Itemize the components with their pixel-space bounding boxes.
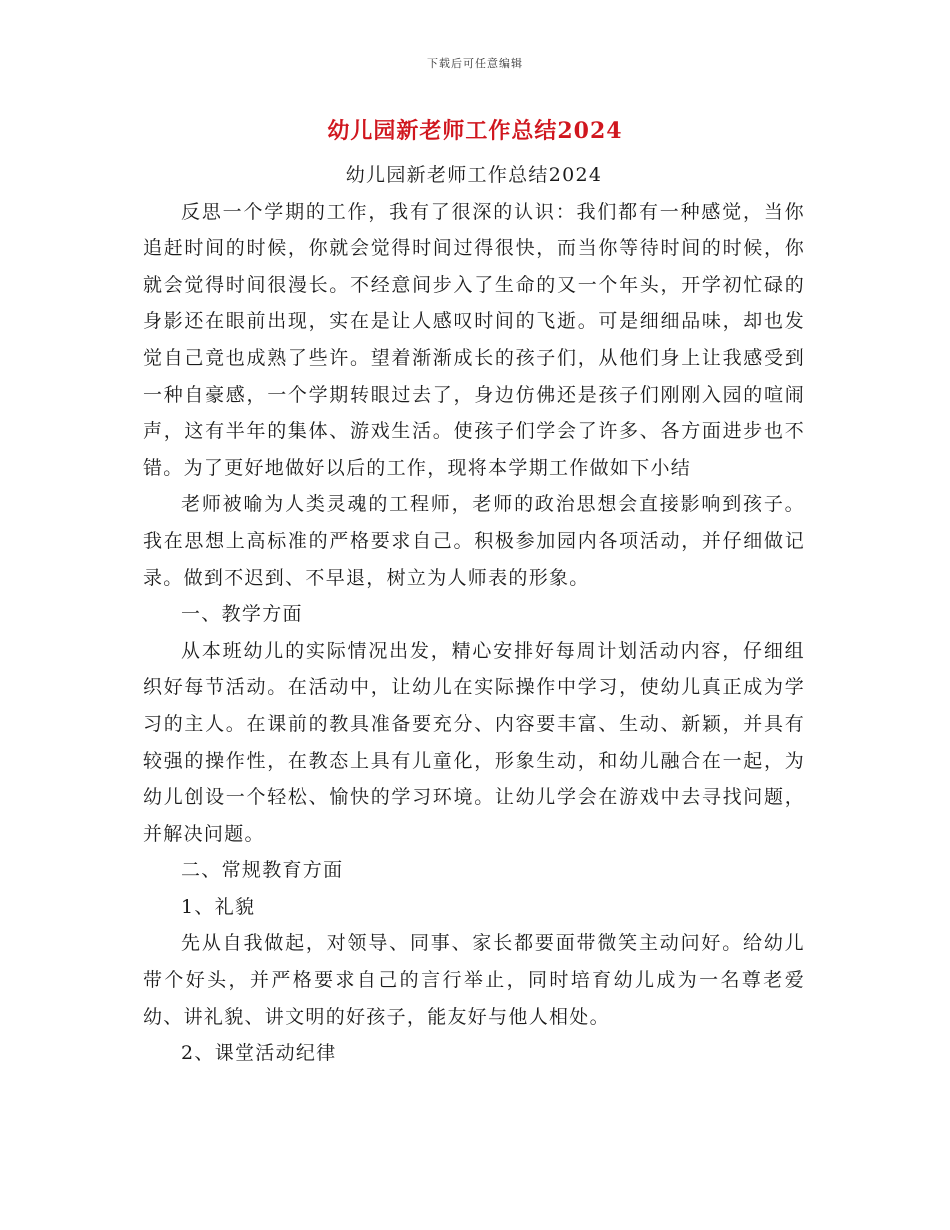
section-heading-routine-education: 二、常规教育方面 bbox=[181, 859, 344, 882]
document-title: 幼儿园新老师工作总结2024 bbox=[327, 118, 623, 144]
subheading-classroom-discipline: 2、课堂活动纪律 bbox=[181, 1042, 337, 1065]
document-body bbox=[143, 157, 805, 1072]
page-header-note: 下载后可任意编辑 bbox=[427, 57, 523, 70]
paragraph-reflection: 反思一个学期的工作，我有了很深的认识：我们都有一种感觉，当你追赶时间的时候，你就会觉得时间过得很快，而当你等待时间的时候，你就会觉得时间很漫长。不经意间步入了生命的又一个年头，开学初忙碌的身影还在眼前出现，实在是让人感叹时间的飞逝。可是细细品味，却也发觉自己竟也成熟了些许。望着渐渐成长的孩子们，从他们身上让我感受到一种自豪感，一个学期转眼过去了，身边仿佛还是孩子们刚刚入园的喧闹声，这有半年的集体、游戏生活。使孩子们学会了许多、各方面进步也不错。为了更好地做好以后的工作，现将本学期工作做如下小结 bbox=[143, 200, 805, 479]
paragraph-manners: 先从自我做起，对领导、同事、家长都要面带微笑主动问好。给幼儿带个好头，并严格要求自己的言行举止，同时培育幼儿成为一名尊老爱幼、讲礼貌、讲文明的好孩子，能友好与他人相处。 bbox=[143, 932, 805, 1028]
subheading-manners: 1、礼貌 bbox=[181, 895, 256, 918]
paragraph-teaching: 从本班幼儿的实际情况出发，精心安排好每周计划活动内容，仔细组织好每节活动。在活动中，让幼儿在实际操作中学习，使幼儿真正成为学习的主人。在课前的教具准备要充分、内容要丰富、生动、新颖，并具有较强的操作性，在教态上具有儿童化，形象生动，和幼儿融合在一起，为幼儿创设一个轻松、愉快的学习环境。让幼儿学会在游戏中去寻找问题，并解决问题。 bbox=[143, 639, 805, 845]
paragraph-political-thought: 老师被喻为人类灵魂的工程师，老师的政治思想会直接影响到孩子。我在思想上高标准的严格要求自己。积极参加园内各项活动，并仔细做记录。做到不迟到、不早退，树立为人师表的形象。 bbox=[143, 493, 805, 589]
document-subtitle: 幼儿园新老师工作总结2024 bbox=[345, 164, 603, 186]
section-heading-teaching: 一、教学方面 bbox=[181, 603, 303, 626]
